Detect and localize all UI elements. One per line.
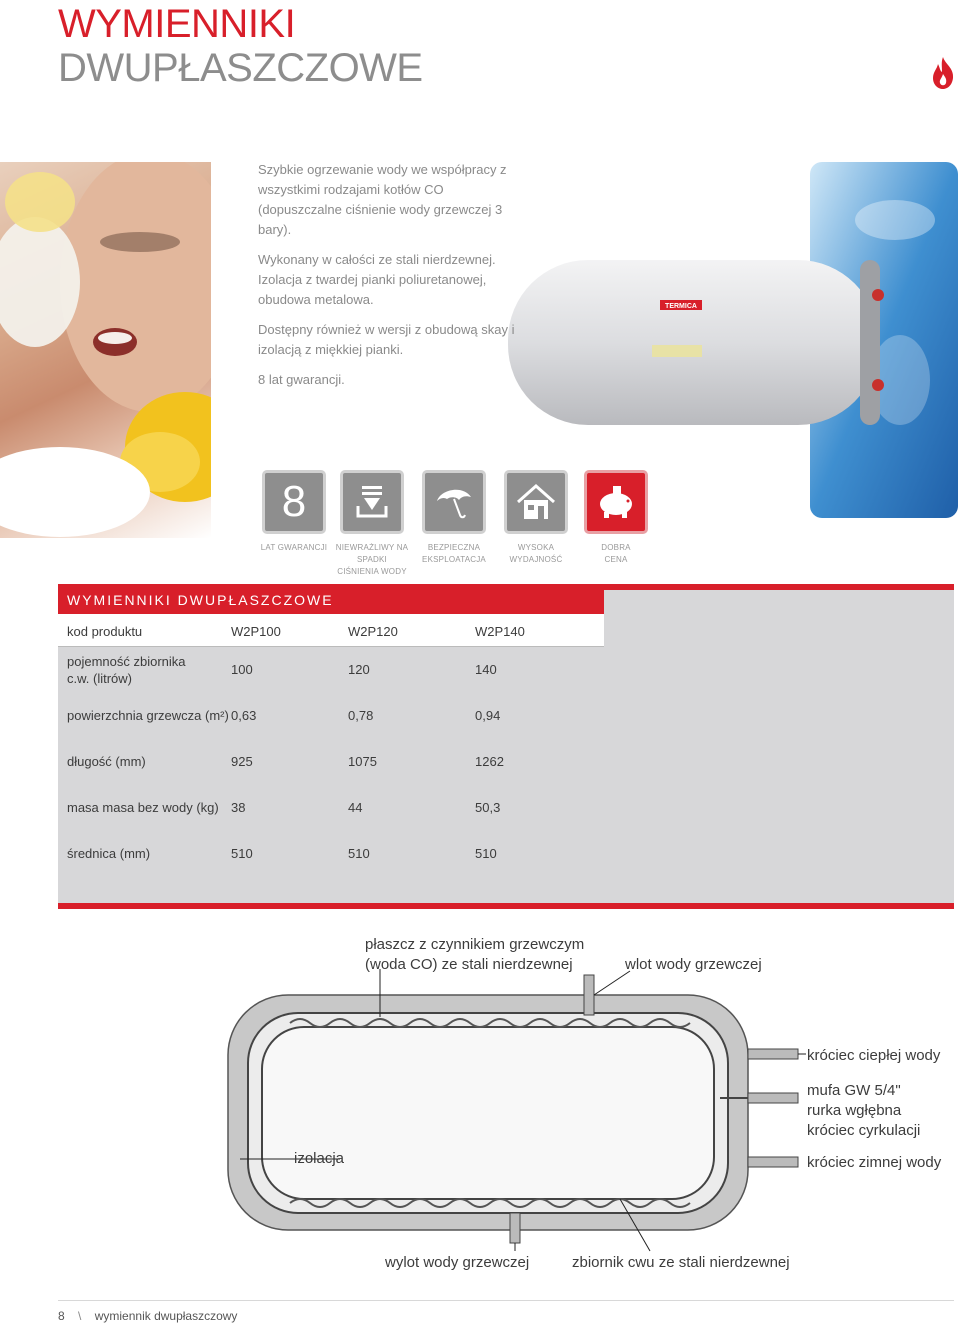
table-row-label: średnica (mm)	[67, 846, 151, 861]
feature-label: LAT GWARANCJI	[260, 543, 328, 552]
table-cell: 510	[475, 846, 497, 861]
pressure-down-icon	[340, 470, 404, 534]
table-cell: 0,94	[475, 708, 501, 723]
title-line-2: DWUPŁASZCZOWE	[58, 46, 423, 90]
table-divider	[58, 646, 604, 647]
label-heating-inlet: wlot wody grzewczej	[625, 956, 762, 973]
title-line-1: WYMIENNIKI	[58, 2, 296, 46]
table-cell: 38	[231, 800, 246, 815]
label-hot-water: króciec ciepłej wody	[807, 1047, 941, 1064]
footer-separator: \	[78, 1309, 82, 1323]
table-cell: 44	[348, 800, 363, 815]
feature-label: NIEWRAŻLIWY NA SPADKI	[335, 543, 409, 564]
table-header-cell: W2P120	[348, 624, 398, 639]
label-cold-water: króciec zimnej wody	[807, 1154, 942, 1171]
feature-pressure	[332, 470, 412, 578]
bath-photo	[0, 162, 211, 538]
label-tank: zbiornik cwu ze stali nierdzewnej	[572, 1254, 790, 1271]
feature-efficiency	[496, 470, 576, 566]
table-header-cell: W2P140	[475, 624, 525, 639]
table-cell: 1262	[475, 754, 504, 769]
feature-label: DOBRA	[601, 543, 631, 552]
table-cell: 1075	[348, 754, 377, 769]
table-cell: 925	[231, 754, 253, 769]
intro-paragraph: Dostępny również w wersji z obudową skay i izolacją z miękkiej pianki.	[258, 322, 515, 357]
table-row-label: masa masa bez wody (kg)	[67, 800, 219, 815]
feature-price	[576, 470, 656, 566]
feature-safety	[414, 470, 494, 566]
intro-paragraph: Wykonany w całości ze stali nierdzewnej. Izolacja z twardej pianki poliuretanowej, obudowa metalowa.	[258, 252, 496, 307]
feature-label: CIŚNIENIA WODY	[337, 567, 407, 576]
label-circulation: króciec cyrkulacji	[807, 1122, 921, 1139]
label-socket: mufa GW 5/4"	[807, 1082, 901, 1099]
feature-warranty	[254, 470, 334, 554]
intro-paragraph: Szybkie ogrzewanie wody we współpracy z wszystkimi rodzajami kotłów CO (dopuszczalne ciśnienie wody grzewczej 3 bary).	[258, 162, 507, 237]
table-row-label: pojemność zbiornika c.w. (litrów)	[67, 654, 186, 686]
flame-icon	[930, 56, 956, 90]
label-dip-tube: rurka wgłębna	[807, 1102, 902, 1119]
label-jacket-1: płaszcz z czynnikiem grzewczym	[365, 936, 585, 953]
spec-table-title: WYMIENNIKI DWUPŁASZCZOWE	[58, 584, 604, 614]
table-row-label: długość (mm)	[67, 754, 146, 769]
page-number: 8	[58, 1309, 65, 1323]
boiler-photo	[500, 160, 960, 520]
table-bottom-strip	[58, 903, 954, 909]
table-row-label: powierzchnia grzewcza (m²)	[67, 708, 229, 723]
feature-label: BEZPIECZNA	[427, 543, 481, 552]
feature-label: EKSPLOATACJA	[422, 555, 486, 564]
table-cell: 0,78	[348, 708, 374, 723]
table-cell: 0,63	[231, 708, 257, 723]
table-cell: 120	[348, 662, 370, 677]
label-heating-outlet: wylot wody grzewczej	[385, 1254, 530, 1271]
label-insulation: izolacja	[294, 1150, 345, 1167]
intro-paragraph: 8 lat gwarancji.	[258, 372, 345, 387]
footer-title: wymiennik dwupłaszczowy	[94, 1309, 238, 1323]
footer-divider	[58, 1300, 954, 1301]
piggy-bank-icon	[584, 470, 648, 534]
number-8-icon: 8	[262, 470, 326, 534]
table-header-cell: W2P100	[231, 624, 281, 639]
label-jacket-2: (woda CO) ze stali nierdzewnej	[365, 956, 573, 973]
table-cell: 140	[475, 662, 497, 677]
feature-label: CENA	[604, 555, 628, 564]
umbrella-icon	[422, 470, 486, 534]
boiler-brand: TERMICA	[665, 303, 697, 310]
table-header-cell: kod produktu	[67, 624, 143, 639]
cross-section-diagram	[200, 925, 960, 1285]
table-cell: 100	[231, 662, 253, 677]
table-accent-strip	[604, 584, 954, 590]
feature-label: WYSOKA	[517, 543, 555, 552]
table-cell: 510	[231, 846, 253, 861]
feature-label: WYDAJNOŚĆ	[509, 555, 563, 564]
house-icon	[504, 470, 568, 534]
page-title	[58, 2, 423, 90]
table-cell: 50,3	[475, 800, 501, 815]
table-cell: 510	[348, 846, 370, 861]
page-footer	[58, 1309, 237, 1323]
intro-text	[258, 160, 518, 400]
